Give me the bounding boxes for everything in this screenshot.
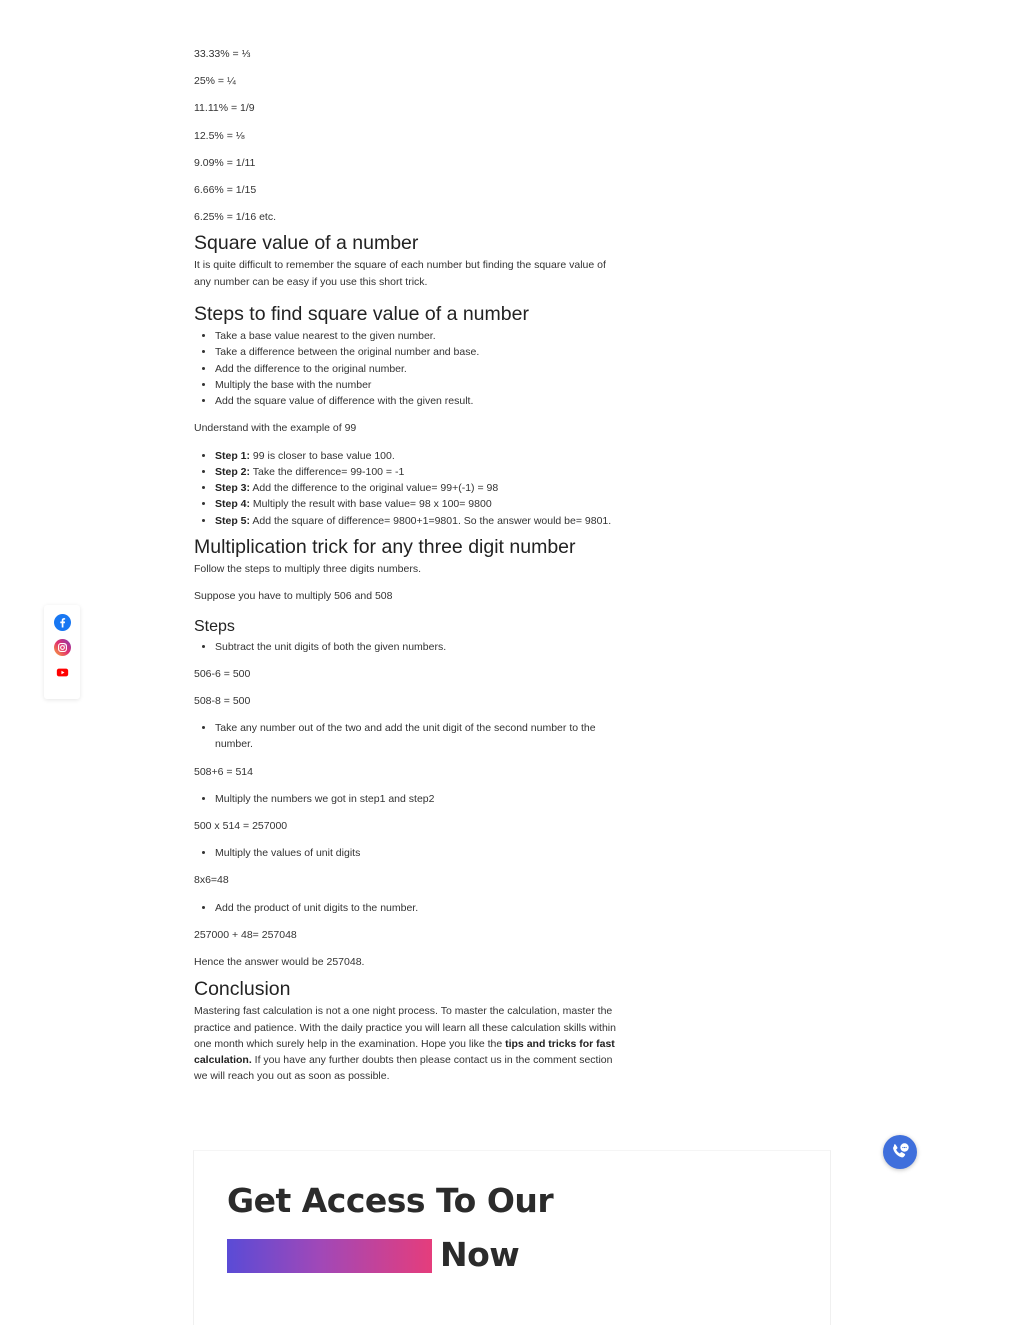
cta-gradient-highlight [227, 1239, 432, 1273]
step-label: Step 5: [215, 514, 251, 527]
list-item: • Multiply the base with the number [215, 377, 616, 393]
cta-heading-line1: Get Access To Our [227, 1181, 554, 1220]
list-item: • Add the difference to the original number. [215, 361, 616, 377]
conclusion-heading: Conclusion [194, 978, 291, 1001]
conclusion-bold: tips and tricks for fast calculation. [194, 1037, 615, 1067]
square-steps-list [194, 328, 616, 409]
social-share-rail [44, 605, 80, 699]
list-item [215, 496, 616, 512]
list-item [215, 464, 616, 480]
calc-line: 508-8 = 500 [194, 694, 251, 707]
multiply-intro: Follow the steps to multiply three digits numbers. [194, 563, 422, 576]
instagram-icon[interactable] [54, 639, 71, 656]
conclusion-text [194, 1003, 616, 1084]
square-heading: Square value of a number [194, 232, 419, 255]
square-intro: It is quite difficult to remember the square of each number but finding the square value of any number can be easy if you use this short trick. [194, 259, 606, 288]
list-item: • Take a difference between the original number and base. [215, 344, 616, 360]
calc-line: 508+6 = 514 [194, 765, 253, 778]
youtube-icon[interactable] [54, 664, 71, 681]
example-intro: Understand with the example of 99 [194, 422, 357, 435]
multiply-steps-list [194, 845, 616, 861]
fraction-line: 11.11% = 1/9 [194, 102, 255, 115]
facebook-icon[interactable] [54, 614, 71, 631]
list-item [215, 448, 616, 464]
example-steps-list [194, 448, 616, 529]
multiply-steps-list [194, 639, 616, 655]
calc-line: 257000 + 48= 257048 [194, 928, 297, 941]
list-item: • Add the product of unit digits to the number. [215, 900, 616, 916]
fraction-line: 33.33% = ⅓ [194, 48, 251, 60]
list-item: • Multiply the numbers we got in step1 and step2 [215, 791, 616, 807]
list-item [215, 480, 616, 496]
list-item: • Subtract the unit digits of both the given numbers. [215, 639, 616, 655]
cta-card [193, 1150, 831, 1325]
multiply-steps-heading: Steps [194, 617, 235, 635]
multiply-steps-list [194, 791, 616, 807]
fraction-line: 6.25% = 1/16 etc. [194, 211, 277, 224]
multiply-suppose: Suppose you have to multiply 506 and 508 [194, 590, 393, 603]
multiply-answer: Hence the answer would be 257048. [194, 955, 365, 968]
step-text: Take the difference= 99-100 = -1 [250, 465, 405, 478]
calc-line: 8x6=48 [194, 874, 229, 887]
cta-heading-line2: Now [440, 1235, 520, 1274]
fraction-line: 9.09% = 1/11 [194, 156, 256, 169]
phone-chat-icon [888, 1140, 912, 1164]
multiply-steps-list [194, 900, 616, 916]
square-steps-heading: Steps to find square value of a number [194, 303, 529, 326]
step-text: Add the square of difference= 9800+1=9801. So the answer would be= 9801. [250, 514, 612, 527]
calc-line: 500 x 514 = 257000 [194, 819, 288, 832]
multiply-heading: Multiplication trick for any three digit number [194, 536, 576, 559]
step-text: 99 is closer to base value 100. [250, 449, 395, 462]
fraction-line: 25% = ¼ [194, 75, 236, 88]
step-label: Step 2: [215, 465, 251, 478]
list-item: • Add the square value of difference with the given result. [215, 393, 616, 409]
list-item: • Multiply the values of unit digits [215, 845, 616, 861]
multiply-steps-list [194, 720, 616, 753]
call-chat-button[interactable] [883, 1135, 917, 1169]
step-text: Add the difference to the original value= 99+(-1) = 98 [250, 482, 499, 495]
step-text: Multiply the result with base value= 98 x 100= 9800 [250, 498, 492, 511]
fraction-line: 6.66% = 1/15 [194, 183, 257, 196]
step-label: Step 3: [215, 482, 251, 495]
step-label: Step 4: [215, 498, 251, 511]
list-item: • Take a base value nearest to the given number. [215, 328, 616, 344]
article-body [194, 46, 616, 1096]
fraction-line: 12.5% = ⅛ [194, 129, 245, 142]
list-item: • Take any number out of the two and add the unit digit of the second number to the number. [215, 720, 616, 753]
conclusion-text-start: Mastering fast calculation is not a one night process. To master the calculation, master the practice and patience. With the daily practice you will learn all these calculation skills within one month which surely help in the examination. Hope you like the [194, 1005, 616, 1050]
step-label: Step 1: [215, 449, 251, 462]
conclusion-text-end: If you have any further doubts then please contact us in the comment section we will reach you out as soon as possible. [194, 1054, 613, 1083]
calc-line: 506-6 = 500 [194, 667, 251, 680]
list-item [215, 513, 616, 529]
